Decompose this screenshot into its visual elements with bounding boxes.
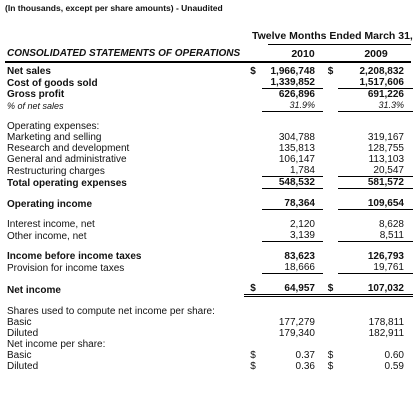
section-label: Shares used to compute net income per share: [7,306,215,317]
value-2009: 113,103 [368,154,404,165]
row-pct-net-sales [0,100,413,112]
value-2010: 304,788 [278,132,315,143]
value-2009: 107,032 [338,283,413,296]
value-2010: 3,139 [262,230,323,242]
row-eps-basic [0,350,413,361]
period-underline [268,44,411,45]
value-2010: 83,623 [284,251,315,262]
row-label: Cost of goods sold [7,77,98,89]
row-label: Basic [7,350,32,361]
header-rule [5,61,411,63]
row-label: Research and development [7,143,130,154]
row-total-opex [0,177,413,189]
row-shares-diluted [0,328,413,339]
row-operating-income [0,198,413,210]
row-label: Interest income, net [7,219,95,230]
currency-symbol: $ [327,350,334,361]
value-2010: 548,532 [262,177,323,189]
row-net-sales [0,66,413,77]
currency-symbol: $ [250,350,256,361]
row-eps-header [0,339,413,350]
period-heading: Twelve Months Ended March 31, [252,30,413,42]
value-2010: 0.36 [295,361,315,372]
currency-symbol: $ [323,283,338,296]
value-2009: 1,517,606 [338,77,413,89]
row-income-before-taxes [0,251,413,262]
row-eps-diluted [0,361,413,372]
row-label: Gross profit [7,89,65,100]
value-2009: 581,572 [338,177,413,189]
row-provision-taxes [0,262,413,274]
value-2010: 1,784 [262,165,323,177]
section-label: Operating expenses: [7,121,100,132]
row-gna [0,154,413,165]
row-label: Total operating expenses [7,177,127,189]
value-2010: 1,339,852 [262,77,323,89]
value-2010: 0.37 [295,350,315,361]
value-2010: 31.9% [262,100,323,112]
value-2010: 64,957 [262,283,323,296]
row-shares-header [0,306,413,317]
statement-title: CONSOLIDATED STATEMENTS OF OPERATIONS [7,48,241,59]
units-note: (In thousands, except per share amounts) - Unaudited [5,3,223,13]
row-label: Net sales [7,66,51,77]
row-cogs [0,77,413,89]
value-2009: 178,811 [368,317,404,328]
row-label: Restructuring charges [7,165,105,177]
value-2009: 20,547 [338,165,413,177]
row-label: Other income, net [7,230,87,242]
value-2010: 18,666 [262,262,323,274]
row-rnd [0,143,413,154]
row-label: Marketing and selling [7,132,102,143]
value-2010: 626,896 [278,89,315,100]
row-label: Diluted [7,361,39,372]
value-2010: 106,147 [278,154,315,165]
value-2010: 78,364 [262,198,323,210]
value-2009: 8,511 [338,230,413,242]
value-2009: 0.60 [384,350,404,361]
currency-symbol: $ [250,361,256,372]
currency-symbol: $ [327,361,334,372]
value-2009: 109,654 [338,198,413,210]
row-label: Net income [7,284,61,296]
row-label: Operating income [7,198,93,210]
value-2010: 1,966,748 [270,66,315,77]
column-header-2009: 2009 [364,48,388,60]
value-2009: 319,167 [367,132,404,143]
row-label: General and administrative [7,154,127,165]
row-label: Diluted [7,328,39,339]
row-label: Income before income taxes [7,251,142,262]
currency-symbol: $ [327,66,334,77]
row-marketing [0,132,413,143]
value-2010: 2,120 [289,219,315,230]
row-interest-income [0,219,413,230]
value-2009: 182,911 [368,328,404,339]
operations-table [0,66,413,372]
value-2009: 128,755 [367,143,404,154]
row-net-income [0,283,413,296]
value-2009: 31.3% [338,100,413,112]
row-gross-profit [0,89,413,101]
value-2010: 135,813 [278,143,315,154]
value-2009: 19,761 [338,262,413,274]
value-2009: 691,226 [367,89,404,100]
row-label: Basic [7,317,32,328]
column-header-2010: 2010 [291,48,315,60]
row-label: % of net sales [7,100,64,111]
row-other-income [0,230,413,242]
row-restructuring [0,165,413,177]
currency-symbol: $ [250,66,256,77]
value-2009: 8,628 [378,219,404,230]
row-opex-header [0,121,413,132]
value-2010: 179,340 [278,328,315,339]
row-shares-basic [0,317,413,328]
section-label: Net income per share: [7,339,106,350]
value-2009: 2,208,832 [359,66,404,77]
value-2009: 0.59 [384,361,404,372]
row-label: Provision for income taxes [7,262,125,274]
value-2009: 126,793 [367,251,404,262]
currency-symbol: $ [244,283,262,296]
value-2010: 177,279 [278,317,315,328]
